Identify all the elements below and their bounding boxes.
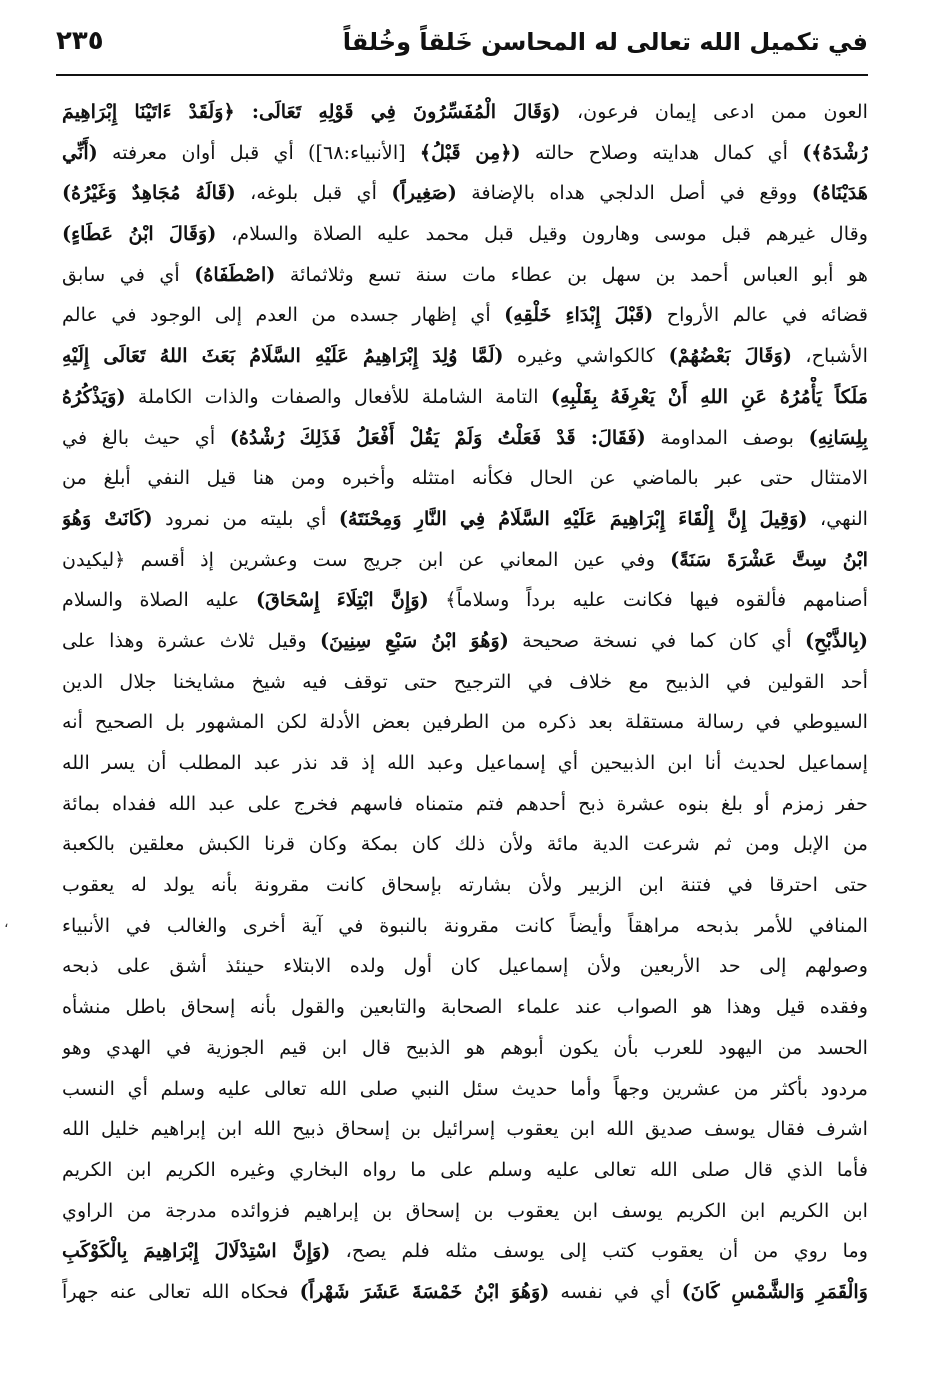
commentary-text: هو أبو العباس أحمد بن سهل بن عطاء مات سنة تسع وثلاثمائة <box>275 262 868 286</box>
commentary-text: العون ممن ادعى إيمان فرعون، <box>560 100 868 123</box>
body-text <box>62 92 868 1313</box>
quoted-text: (بِالذَّبْحِ) <box>805 628 868 652</box>
commentary-text: ووقع في أصل الدلجي هداه بالإضافة <box>456 181 812 205</box>
commentary-text: إسماعيل لحديث أنا ابن الذبيحين أي إسماعيل وعبد الله إذ قد نذر عبد المطلب أن يسر الله <box>62 751 868 774</box>
header-rule <box>56 74 868 76</box>
commentary-text: أي في سابق <box>62 262 195 286</box>
quoted-text: (وَإِنَّ اسْتِدْلَالَ إِبْرَاهِيمَ بِالْكَوْكَبِ <box>62 1239 331 1263</box>
quoted-text: (وَقَالَ الْمُفَسِّرُونَ فِي قَوْلِهِ تَعَالَى: ﴿وَلَقَدْ ءَاتَيْنَا إِبْرَاهِيمَ <box>62 100 561 123</box>
commentary-text: أي كان كما في نسخة صحيحة <box>508 628 805 652</box>
commentary-text: بوصف المداومة <box>645 425 809 449</box>
commentary-text: أي في نفسه <box>549 1279 682 1303</box>
quoted-text: (لَمَّا وُلِدَ إِبْرَاهِيمُ عَلَيْهِ السَّلَامُ بَعَثَ اللهُ تَعَالَى إِلَيْهِ <box>62 344 504 368</box>
commentary-text: الامتثال حتى عبر بالماضي عن الحال فكأنه امتثله وأخبره ومن هنا قيل النفي أبلغ من <box>62 466 868 490</box>
commentary-text: أحد القولين في الذبيح مع خلاف في الترجيح حتى توقف فيه شيخ مشايخنا جلال الدين <box>62 669 868 693</box>
text-line <box>62 336 868 377</box>
quoted-text: (وَهُوَ ابْنُ خَمْسَةَ عَشَرَ شَهْراً) <box>299 1279 550 1303</box>
quoted-text: (كَانَتْ وَهُوَ <box>62 506 153 530</box>
commentary-text: النهي، <box>807 506 868 530</box>
quoted-text: (اصْطَفَاهُ) <box>194 262 276 286</box>
commentary-text: ابن الكريم ابن الكريم يوسف ابن يعقوب بن إسحاق بن إبراهيم فزوائده مدرجة من الراوي <box>62 1198 868 1222</box>
commentary-text: السيوطي في رسالة مستقلة بعد ذكره من الطرفين بعض الأدلة لكن المشهور بل الصحيح أنه <box>62 710 868 734</box>
commentary-text: حتى احترقا في فتنة ابن الزبير ولأن بشارته بإسحاق كانت مقرونة بأنه يولد له يعقوب <box>62 873 868 897</box>
page-header <box>56 22 868 72</box>
commentary-text: الأشباح، <box>791 344 868 368</box>
text-line <box>62 540 868 581</box>
text-line <box>62 784 868 825</box>
commentary-text: فأما الذي قال صلى الله تعالى عليه وسلم على ما رواه البخاري وغيره الكريم ابن الكريم <box>62 1157 868 1181</box>
text-line <box>62 1028 868 1069</box>
commentary-text: عليه الصلاة والسلام <box>62 588 256 612</box>
quoted-text: (وَقِيلَ إِنَّ إِلْقَاءَ إِبْرَاهِيمَ عَلَيْهِ السَّلَامُ فِي النَّارِ وَمِحْنَتَهُ) <box>338 506 808 530</box>
quoted-text: (وَقَالَ بَعْضُهُمْ) <box>668 344 792 368</box>
text-line <box>62 92 868 133</box>
commentary-text: أي حيث بالغ في <box>62 425 230 449</box>
text-line <box>62 255 868 296</box>
commentary-text: الحسد من اليهود للعرب بأن يكون أبوهم هو الذبيح قال ابن قيم الجوزية في الهدي وهو <box>62 1035 868 1059</box>
quoted-text: (أَنِّي <box>62 140 98 164</box>
commentary-text: أي كمال هدايته وصلاح حالته <box>520 140 803 164</box>
commentary-text: فحكاه الله تعالى عنه جهراً <box>62 1279 300 1303</box>
text-line <box>62 1272 868 1313</box>
commentary-text: أي بليته من نمرود <box>152 506 339 530</box>
text-line <box>62 377 868 418</box>
text-line <box>62 621 868 662</box>
commentary-text: وقيل ثلاث عشرة وهذا على <box>62 628 321 652</box>
text-line <box>62 743 868 784</box>
commentary-text: حفر زمزم أو بلغ بنوه عشرة ذبح أحدهم فتم متمناه فاسهم فخرج على عبد الله ففداه بمائة <box>62 791 868 815</box>
text-line <box>62 214 868 255</box>
text-line <box>62 1109 868 1150</box>
commentary-text: وقال غيرهم قبل موسى وهارون وقيل قبل محمد عليه الصلاة والسلام، <box>216 222 868 246</box>
quoted-text: (وَيَذْكُرُهُ <box>62 384 126 408</box>
commentary-text: [الأنبياء:٦٨]) أي قبل أوان معرفته <box>97 140 420 164</box>
commentary-text: وفي عين المعاني عن ابن جريج ست وعشرين إذ أقسم ﴿ليكيدن <box>62 547 671 571</box>
text-line <box>62 1231 868 1272</box>
text-line <box>62 987 868 1028</box>
quoted-text: (صَغِيراً) <box>391 181 457 205</box>
commentary-text: كالكواشي وغيره <box>503 344 669 368</box>
text-line <box>62 702 868 743</box>
text-line <box>62 1069 868 1110</box>
commentary-text: اشرف فقال يوسف صديق الله ابن يعقوب إسرائيل بن إسحاق ذبيح الله ابن إبراهيم خليل الله <box>62 1117 868 1141</box>
text-line <box>62 824 868 865</box>
commentary-text: أصنامهم فألقوه فيها فكانت عليه برداً وسلاماً﴾ <box>428 588 868 612</box>
quoted-text: مَلَكاً يَأْمُرُهُ عَنِ اللهِ أَنْ يَعْرِفَهُ بِقَلْبِهِ) <box>550 384 868 408</box>
commentary-text: التامة الشاملة للأفعال والصفات والذات الكاملة <box>125 384 551 408</box>
text-line <box>62 499 868 540</box>
quoted-text: (وَقَالَ ابْنُ عَطَاءٍ) <box>62 222 217 246</box>
text-line <box>62 458 868 499</box>
running-title: في تكميل الله تعالى له المحاسن خَلقاً وخُلقاً <box>342 28 868 56</box>
commentary-text: أي إظهار جسده من العدم إلى الوجود في عالم <box>62 303 505 327</box>
quoted-text: هَدَيْنَاهُ) <box>811 181 868 205</box>
commentary-text: وفقده قيل وهذا هو الصواب عند علماء الصحابة والتابعين والقول بأنه إسحاق باطل منشأه <box>62 995 868 1019</box>
commentary-text: قضائه في عالم الأرواح <box>653 303 868 327</box>
commentary-text: وما روي من أن يعقوب كتب إلى يوسف مثله فلم يصح، <box>330 1239 868 1263</box>
quoted-text: بِلِسَانِهِ) <box>808 425 868 449</box>
text-line <box>62 133 868 174</box>
quoted-text: (فَقَالَ: قَدْ فَعَلْتُ وَلَمْ يَقُلْ أَفْعَلُ فَذَلِكَ رُشْدُهُ) <box>229 425 646 449</box>
text-line <box>62 1150 868 1191</box>
text-line <box>62 418 868 459</box>
quoted-text: وَالْقَمَرِ وَالشَّمْسِ كَانَ) <box>681 1279 868 1303</box>
commentary-text: وصولهم إلى حد الأربعين ولأن إسماعيل كان أول ولده الابتلاء حينئذ أشق على ذبحه <box>62 954 868 978</box>
page-number: ٢٣٥ <box>56 26 104 56</box>
quoted-text: ابْنُ سِتَّ عَشْرَةَ سَنَةً) <box>670 547 868 571</box>
text-line <box>62 662 868 703</box>
quoted-text: (قَالَهُ مُجَاهِدٌ وَغَيْرُهُ) <box>62 181 236 205</box>
quoted-text: رُشْدَهُ﴾) <box>802 140 868 164</box>
commentary-text: مردود بأكثر من عشرين وجهاً وأما حديث سئل النبي صلى الله تعالى عليه وسلم أي النسب <box>62 1076 868 1100</box>
commentary-text: من الإبل ومن ثم شرعت الدية مائة ولأن ذلك كان بمكة وكان قرنا الكبش معلقين بالكعبة <box>62 832 868 856</box>
quoted-text: (وَهُوَ ابْنُ سَبْعِ سِنِينَ) <box>320 628 509 652</box>
commentary-text: أي قبل بلوغه، <box>235 181 392 205</box>
commentary-text: المنافي للأمر بذبحه مراهقاً وأيضاً كانت مقرونة بالنبوة في آية أخرى والغالب في الأنبياء <box>62 913 868 937</box>
text-line <box>62 295 868 336</box>
quoted-text: (قَبْلَ إِبْدَاءِ خَلْقِهِ) <box>504 303 654 327</box>
text-line <box>62 1191 868 1232</box>
text-line <box>62 865 868 906</box>
margin-mark: ، <box>4 915 9 931</box>
text-line <box>62 906 868 947</box>
quoted-text: (﴿مِن قَبْلُ﴾ <box>419 140 521 164</box>
quoted-text: (وَإِنَّ ابْتِلَاءَ إِسْحَاقَ) <box>255 588 429 612</box>
text-line <box>62 946 868 987</box>
text-line <box>62 173 868 214</box>
text-line <box>62 580 868 621</box>
